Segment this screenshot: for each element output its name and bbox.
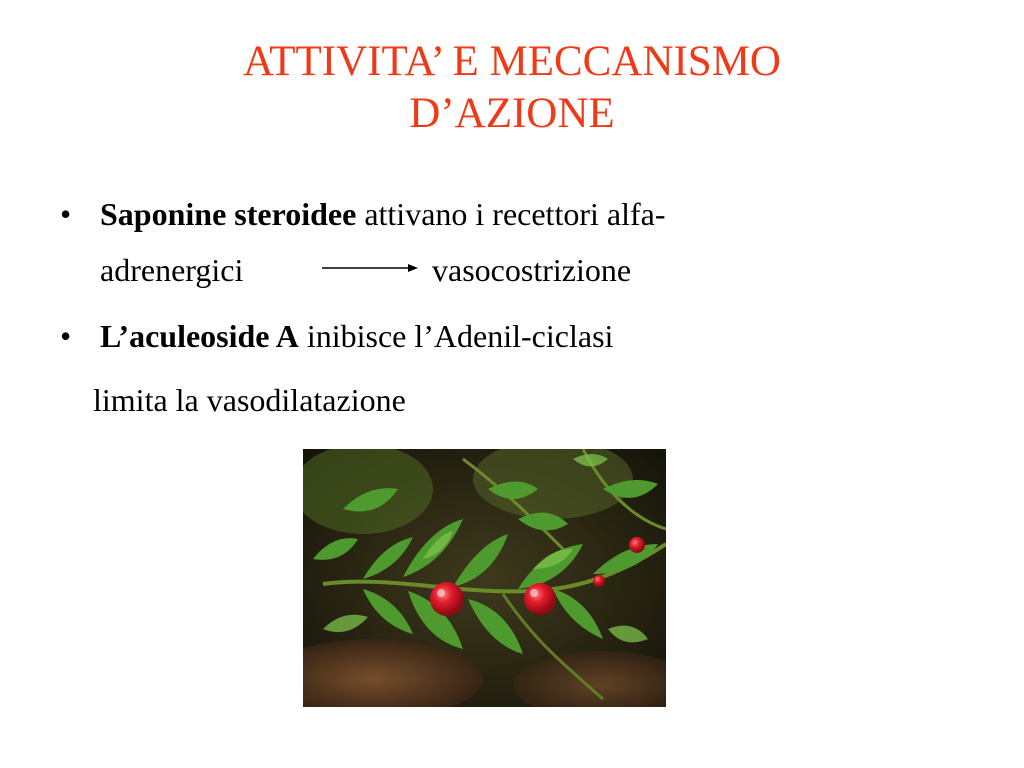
red-berry [524,583,556,615]
red-berry [430,582,464,616]
title-line-2: D’AZIONE [409,90,615,137]
red-berry [593,575,605,587]
bullet-1-cause: adrenergici [100,252,244,288]
bullet-marker: • [60,318,72,354]
slide-title [0,36,1024,140]
bullet-2-line-1 [100,318,613,355]
bullet-1-line-2 [100,252,243,289]
bullet-1-line-1 [100,196,665,233]
bullet-2-text: inibisce l’Adenil-ciclasi [298,318,614,354]
bullet-1-effect: vasocostrizione [432,252,632,288]
bullet-1-bold: Saponine steroidee [100,196,357,232]
plant-photo [303,449,666,707]
bullet-marker: • [60,196,72,232]
red-berry [629,537,645,553]
bullet-2-bold: L’aculeoside A [100,318,299,354]
title-line-1: ATTIVITA’ E MECCANISMO [242,38,781,85]
right-arrow-icon [322,261,418,275]
bullet-1-line-2-end [432,252,631,289]
continuation-text: limita la vasodilatazione [93,382,406,418]
bullet-1-text: attivano i recettori alfa- [356,196,666,232]
